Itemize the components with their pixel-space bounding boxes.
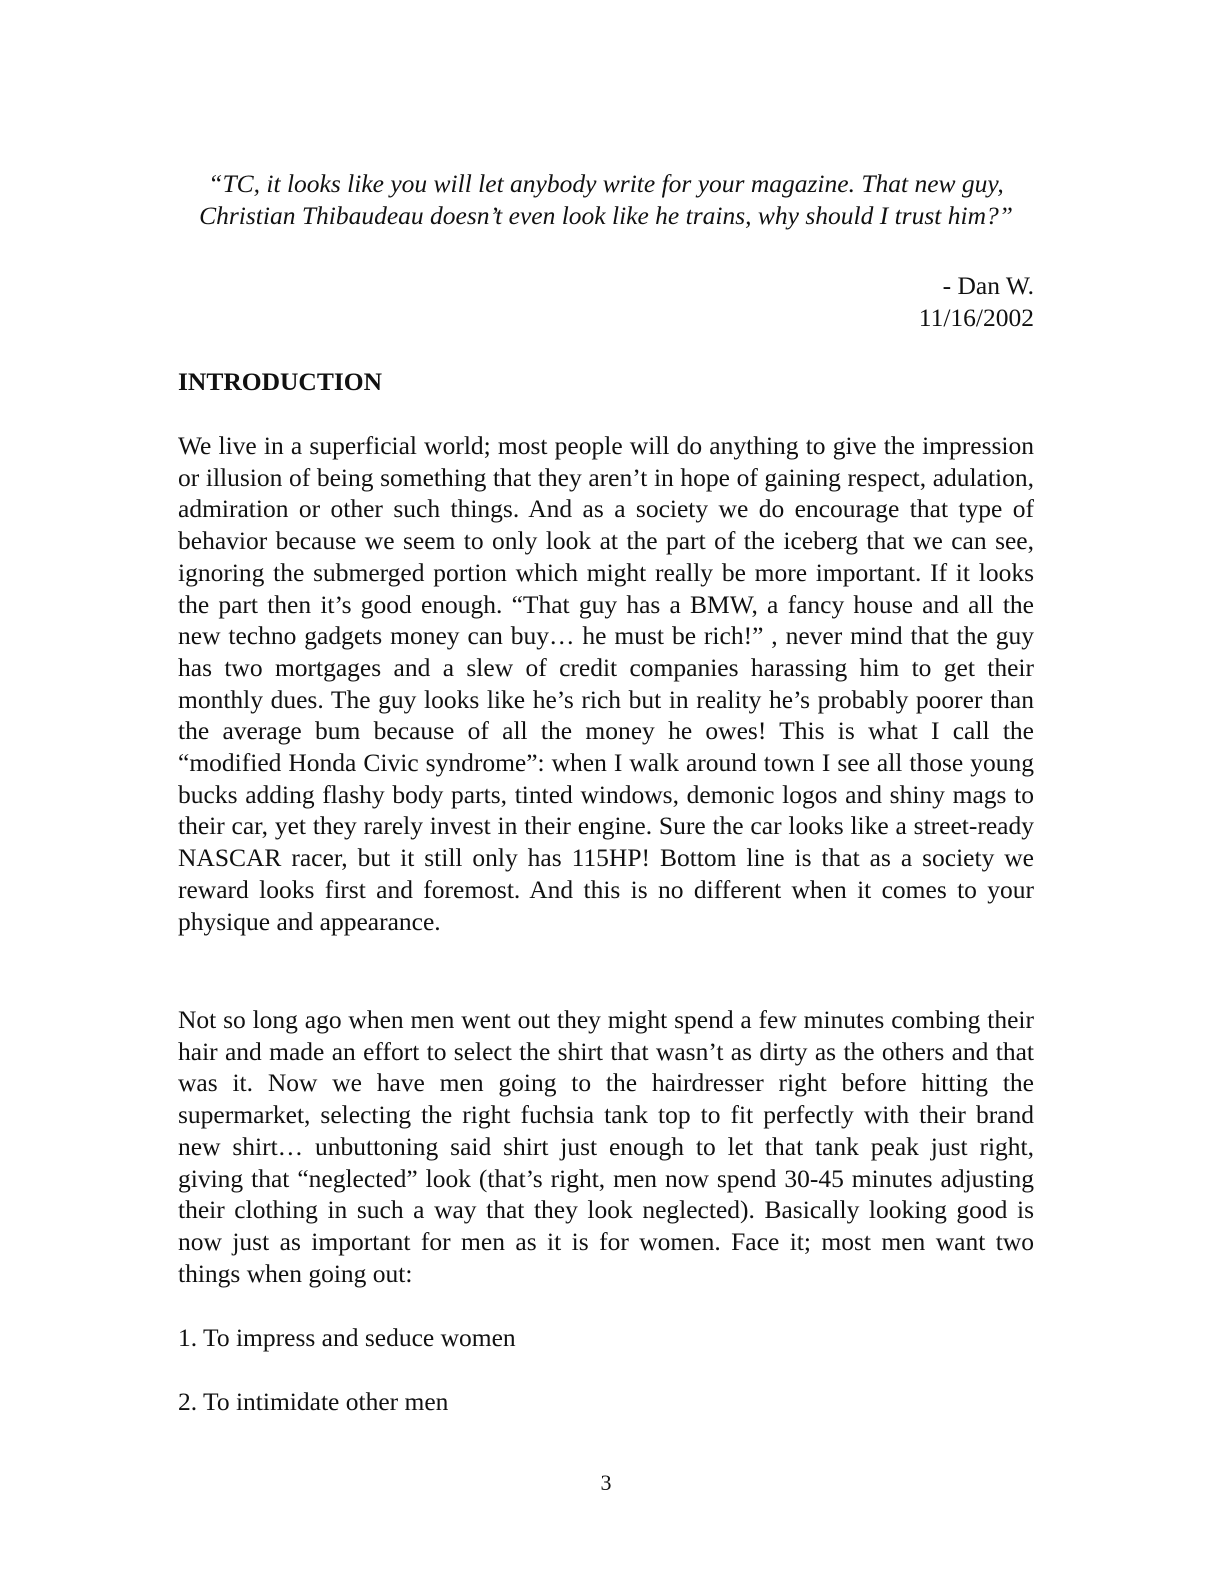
quote-attribution bbox=[700, 270, 1034, 334]
attribution-author: - Dan W. bbox=[942, 271, 1034, 300]
body-paragraph-1: We live in a superficial world; most people will do anything to give the impression or illusion of being something that they aren’t in hope of gaining respect, adulation, admiration or other such things. And as a society we do encourage that type of behavior because we seem to only look at the part of the iceberg that we can see, ignoring the submerged portion which might really be more important. If it looks the part then it’s good enough. “That guy has a BMW, a fancy house and all the new techno gadgets money can buy… he must be rich!” , never mind that the guy has two mortgages and a slew of credit companies harassing him to get their monthly dues. The guy looks like he’s rich but in reality he’s probably poorer than the average bum because of all the money he owes! This is what I call the “modified Honda Civic syndrome”: when I walk around town I see all those young bucks adding flashy body parts, tinted windows, demonic logos and shiny mags to their car, yet they rarely invest in their engine. Sure the car looks like a street-ready NASCAR racer, but it still only has 115HP! Bottom line is that as a society we reward looks first and foremost. And this is no different when it comes to your physique and appearance. bbox=[178, 431, 1034, 936]
section-heading: INTRODUCTION bbox=[178, 367, 383, 396]
attribution-date: 11/16/2002 bbox=[918, 303, 1034, 332]
list-item-1: 1. To impress and seduce women bbox=[178, 1323, 516, 1352]
page-number: 3 bbox=[600, 1470, 612, 1495]
list-item-2: 2. To intimidate other men bbox=[178, 1387, 449, 1416]
epigraph-quote: “TC, it looks like you will let anybody write for your magazine. That new guy, Christian Thibaudeau doesn’t even look like he trains, why should I trust him?” bbox=[199, 168, 1013, 230]
body-paragraph-2: Not so long ago when men went out they might spend a few minutes combing their hair and made an effort to select the shirt that wasn’t as dirty as the others and that was it. Now we have men going to the hairdresser right before hitting the supermarket, selecting the right fuchsia tank top to fit perfectly with their brand new shirt… unbuttoning said shirt just enough to let that tank peak just right, giving that “neglected” look (that’s right, men now spend 30-45 minutes adjusting their clothing in such a way that they look neglected). Basically looking good is now just as important for men as it is for women. Face it; most men want two things when going out: bbox=[178, 1005, 1034, 1288]
